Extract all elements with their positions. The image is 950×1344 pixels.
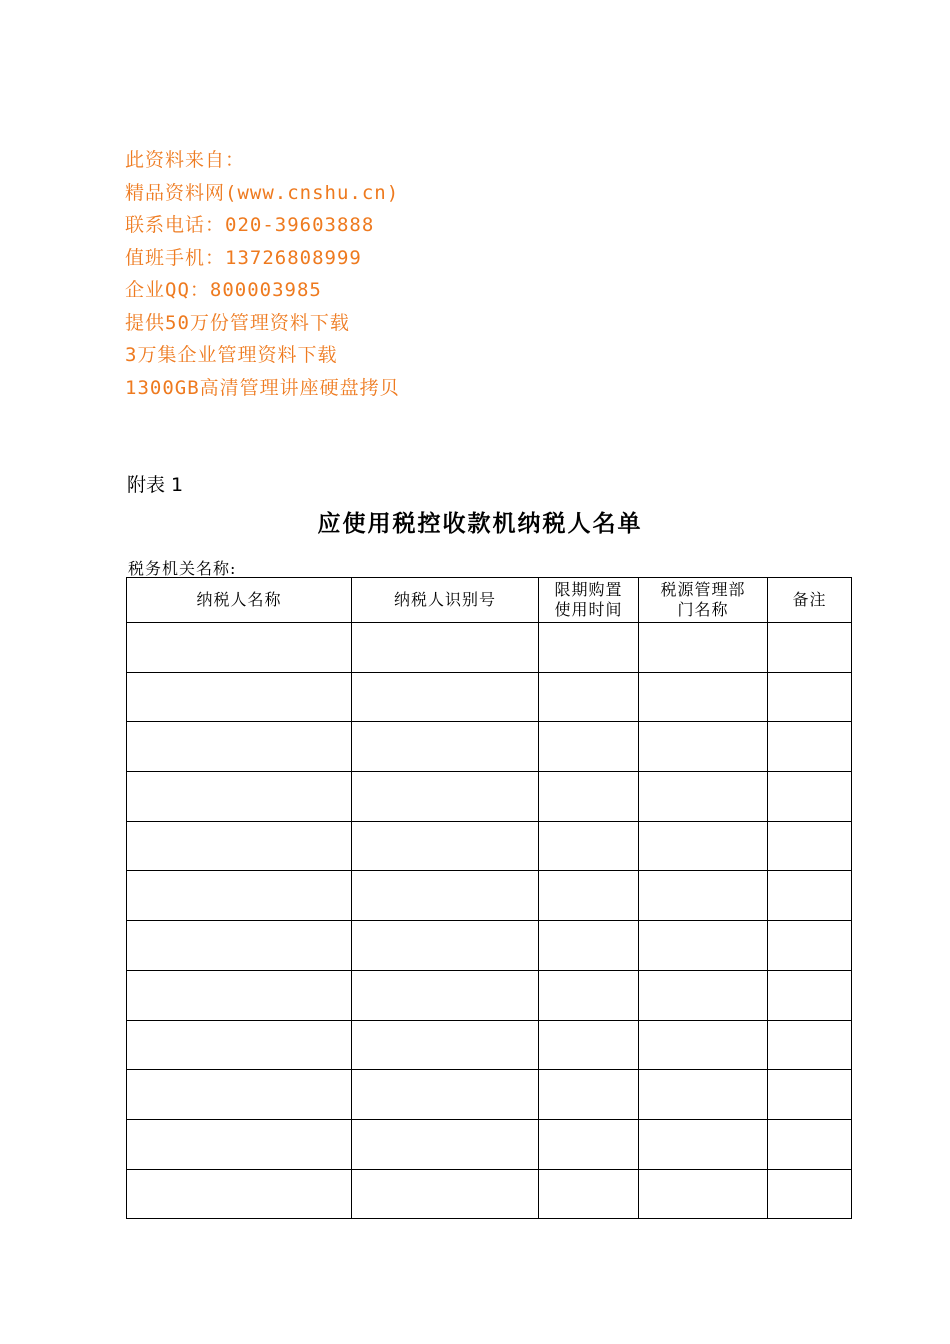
taxpayer-table: [126, 577, 852, 1219]
table-row: [127, 921, 852, 971]
cell-tax-department: [639, 821, 768, 871]
cell-remarks: [768, 1070, 852, 1120]
cell-remarks: [768, 672, 852, 722]
cell-taxpayer-name: [127, 821, 352, 871]
cell-remarks: [768, 722, 852, 772]
cell-remarks: [768, 821, 852, 871]
cell-taxpayer-id: [352, 623, 539, 673]
cell-purchase-deadline: [539, 821, 639, 871]
cell-tax-department: [639, 722, 768, 772]
cell-purchase-deadline: [539, 1119, 639, 1169]
table-row: [127, 871, 852, 921]
cell-taxpayer-id: [352, 871, 539, 921]
promo-line-offer-3: 1300GB高清管理讲座硬盘拷贝: [125, 376, 400, 399]
cell-purchase-deadline: [539, 1169, 639, 1219]
table-row: [127, 1169, 852, 1219]
cell-remarks: [768, 921, 852, 971]
cell-taxpayer-id: [352, 1119, 539, 1169]
cell-taxpayer-id: [352, 1169, 539, 1219]
table-row: [127, 1070, 852, 1120]
cell-taxpayer-name: [127, 672, 352, 722]
table-row: [127, 970, 852, 1020]
header-remarks: 备注: [768, 578, 852, 623]
cell-tax-department: [639, 772, 768, 822]
cell-taxpayer-id: [352, 970, 539, 1020]
promo-line-website: 精品资料网(www.cnshu.cn): [125, 181, 400, 204]
cell-tax-department: [639, 623, 768, 673]
header-tax-department: 税源管理部 门名称: [639, 578, 768, 623]
promo-line-mobile: 值班手机：13726808999: [125, 246, 362, 269]
cell-taxpayer-name: [127, 921, 352, 971]
cell-taxpayer-name: [127, 623, 352, 673]
cell-tax-department: [639, 921, 768, 971]
cell-remarks: [768, 1020, 852, 1070]
cell-remarks: [768, 1119, 852, 1169]
cell-taxpayer-name: [127, 970, 352, 1020]
cell-purchase-deadline: [539, 970, 639, 1020]
cell-taxpayer-id: [352, 921, 539, 971]
cell-taxpayer-id: [352, 722, 539, 772]
cell-remarks: [768, 772, 852, 822]
cell-taxpayer-name: [127, 871, 352, 921]
promo-line-qq: 企业QQ：800003985: [125, 279, 322, 301]
table-header-row: [127, 578, 852, 623]
cell-remarks: [768, 1169, 852, 1219]
table-row: [127, 821, 852, 871]
cell-purchase-deadline: [539, 672, 639, 722]
promo-block: [125, 144, 400, 404]
promo-line-source: 此资料来自：: [125, 149, 246, 171]
cell-tax-department: [639, 970, 768, 1020]
cell-taxpayer-name: [127, 722, 352, 772]
header-taxpayer-id: 纳税人识别号: [352, 578, 539, 623]
cell-purchase-deadline: [539, 1070, 639, 1120]
cell-taxpayer-id: [352, 1020, 539, 1070]
cell-remarks: [768, 970, 852, 1020]
promo-line-offer-2: 3万集企业管理资料下载: [125, 344, 338, 366]
cell-purchase-deadline: [539, 921, 639, 971]
cell-taxpayer-id: [352, 672, 539, 722]
cell-tax-department: [639, 1020, 768, 1070]
document-title: 应使用税控收款机纳税人名单: [317, 511, 643, 537]
promo-line-phone: 联系电话：020-39603888: [125, 214, 375, 236]
cell-taxpayer-name: [127, 1169, 352, 1219]
cell-remarks: [768, 623, 852, 673]
cell-taxpayer-name: [127, 1119, 352, 1169]
cell-purchase-deadline: [539, 772, 639, 822]
cell-taxpayer-id: [352, 1070, 539, 1120]
cell-tax-department: [639, 672, 768, 722]
cell-taxpayer-id: [352, 821, 539, 871]
table-row: [127, 772, 852, 822]
tax-office-label: 税务机关名称:: [128, 559, 237, 578]
table-row: [127, 722, 852, 772]
table-row: [127, 1119, 852, 1169]
table-row: [127, 623, 852, 673]
cell-tax-department: [639, 1070, 768, 1120]
cell-taxpayer-id: [352, 772, 539, 822]
header-taxpayer-name: 纳税人名称: [127, 578, 352, 623]
cell-purchase-deadline: [539, 722, 639, 772]
table-body: [127, 623, 852, 1219]
promo-line-offer-1: 提供50万份管理资料下载: [125, 311, 350, 334]
table-row: [127, 672, 852, 722]
cell-tax-department: [639, 871, 768, 921]
cell-purchase-deadline: [539, 871, 639, 921]
cell-tax-department: [639, 1119, 768, 1169]
cell-purchase-deadline: [539, 1020, 639, 1070]
cell-taxpayer-name: [127, 772, 352, 822]
cell-purchase-deadline: [539, 623, 639, 673]
table-row: [127, 1020, 852, 1070]
cell-taxpayer-name: [127, 1020, 352, 1070]
cell-tax-department: [639, 1169, 768, 1219]
attachment-label: 附表 1: [127, 474, 184, 496]
cell-remarks: [768, 871, 852, 921]
header-purchase-deadline: 限期购置 使用时间: [539, 578, 639, 623]
cell-taxpayer-name: [127, 1070, 352, 1120]
